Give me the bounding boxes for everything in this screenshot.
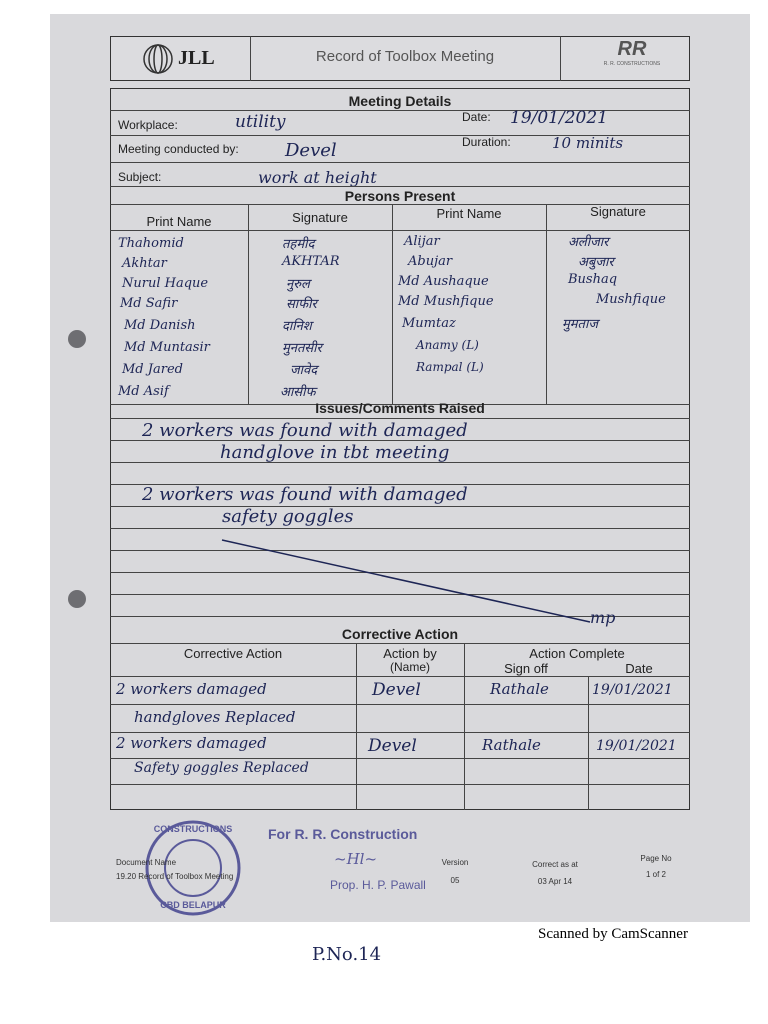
- punch-hole-bottom: [68, 590, 86, 608]
- person-name: Md Asif: [118, 384, 169, 399]
- persons-col-divider-3: [546, 204, 547, 404]
- person-name: Md Safir: [120, 296, 178, 311]
- rule: [110, 643, 690, 644]
- page-no-label: Page No: [640, 854, 672, 863]
- rule: [110, 418, 690, 419]
- person-name: Nurul Haque: [122, 276, 209, 291]
- document-name-value: 19.20 Record of Toolbox Meeting: [116, 872, 234, 881]
- conducted-by-value: Devel: [285, 140, 337, 161]
- person-signature: मुमताज: [562, 317, 598, 332]
- completion-date: 19/01/2021: [596, 738, 677, 754]
- col-signature-2: Signature: [590, 204, 646, 219]
- col-date: Date: [625, 661, 653, 676]
- col-corrective-action: Corrective Action: [183, 646, 283, 661]
- stamp-top-text: CONSTRUCTIONS: [153, 824, 233, 834]
- issues-heading: Issues/Comments Raised: [315, 400, 485, 416]
- sign-off: Rathale: [490, 680, 549, 698]
- issue-initials: mp: [590, 608, 616, 627]
- corrective-action-text: Safety goggles Replaced: [134, 760, 309, 776]
- form-title: Record of Toolbox Meeting: [315, 48, 495, 65]
- issue-line-4: safety goggles: [222, 506, 354, 527]
- rr-logo-text: RR: [617, 38, 647, 60]
- corrective-action-text: handgloves Replaced: [134, 708, 296, 726]
- document-name-label: Document Name: [116, 858, 177, 867]
- date-value: 19/01/2021: [510, 108, 608, 128]
- col-action-complete: Action Complete: [529, 646, 625, 661]
- person-name: Thahomid: [118, 236, 184, 251]
- person-signature: आसीफ: [280, 385, 316, 400]
- person-name: Anamy (L): [416, 338, 479, 352]
- persons-col-divider-1: [248, 204, 249, 404]
- jll-logo-mark-icon: [142, 44, 178, 74]
- col-action-by: Action by: [383, 646, 437, 661]
- persons-col-divider-2: [392, 204, 393, 404]
- person-name: Md Aushaque: [398, 274, 489, 289]
- page-number-note: P.No.14: [312, 944, 382, 965]
- person-signature: साफीर: [286, 297, 317, 312]
- punch-hole-top: [68, 330, 86, 348]
- issue-line-3: 2 workers was found with damaged: [142, 484, 468, 505]
- conducted-by-label: Meeting conducted by:: [118, 142, 239, 156]
- person-signature: अबुजार: [578, 255, 614, 270]
- rr-logo-sub: R. R. CONSTRUCTIONS: [603, 61, 661, 67]
- corrective-action-text: 2 workers damaged: [116, 734, 267, 752]
- corrective-heading: Corrective Action: [341, 626, 459, 642]
- col-sign-off: Sign off: [504, 661, 548, 676]
- person-name: Akhtar: [122, 256, 167, 271]
- person-signature: दानिश: [282, 319, 312, 334]
- version-label: Version: [441, 858, 469, 867]
- person-name: Abujar: [408, 254, 453, 269]
- corrective-action-text: 2 workers damaged: [116, 680, 267, 698]
- rule: [110, 528, 690, 529]
- person-signature: Mushfique: [596, 292, 666, 307]
- page-no-value: 1 of 2: [645, 870, 666, 879]
- person-name: Md Jared: [122, 362, 183, 377]
- rule: [110, 186, 690, 187]
- rule: [110, 704, 690, 705]
- col-print-name-2: Print Name: [436, 206, 502, 221]
- stamp-bottom-text: CBD BELAPUR: [160, 900, 226, 910]
- workplace-label: Workplace:: [118, 118, 178, 132]
- rule: [110, 784, 690, 785]
- action-by-name: Devel: [368, 736, 417, 756]
- sign-off: Rathale: [482, 736, 541, 754]
- jll-logo-text: JLL: [178, 47, 215, 69]
- date-label: Date:: [462, 110, 491, 124]
- issue-line-2: handglove in tbt meeting: [220, 442, 450, 463]
- col-print-name-1: Print Name: [146, 214, 212, 229]
- person-signature: जावेद: [290, 363, 318, 378]
- duration-value: 10 minits: [552, 134, 624, 152]
- company-stamp: [140, 818, 246, 918]
- person-name: Mumtaz: [402, 316, 456, 331]
- subject-value: work at height: [258, 168, 377, 187]
- col-action-by-name: (Name): [389, 660, 430, 674]
- completion-date: 19/01/2021: [592, 682, 673, 698]
- rr-logo: [592, 38, 672, 78]
- person-signature: नुरुल: [286, 277, 310, 292]
- person-name: Rampal (L): [416, 360, 484, 374]
- jll-logo: [142, 44, 237, 74]
- person-name: Md Danish: [124, 318, 196, 333]
- signatory-signature-icon: ~Hl~: [334, 850, 378, 868]
- scanner-watermark: Scanned by CamScanner: [538, 926, 688, 942]
- rule: [110, 506, 690, 507]
- action-by-name: Devel: [372, 680, 421, 700]
- person-signature: मुनतसीर: [282, 341, 322, 356]
- rule: [110, 732, 690, 733]
- duration-label: Duration:: [462, 135, 511, 149]
- rule: [110, 230, 690, 231]
- signatory-name: Prop. H. P. Pawall: [330, 878, 426, 892]
- workplace-value: utility: [235, 112, 286, 132]
- person-signature: तहमीद: [282, 237, 315, 252]
- correct-as-at-label: Correct as at: [532, 860, 578, 869]
- issue-line-1: 2 workers was found with damaged: [142, 420, 468, 441]
- person-name: Md Muntasir: [124, 340, 210, 355]
- version-value: 05: [450, 876, 460, 885]
- person-signature: AKHTAR: [282, 254, 340, 269]
- meeting-details-heading: Meeting Details: [348, 93, 452, 109]
- person-name: Alijar: [404, 234, 440, 249]
- person-signature: अलीजार: [568, 235, 609, 250]
- rule: [110, 676, 690, 677]
- person-signature: Bushaq: [568, 272, 618, 287]
- rule: [110, 162, 690, 163]
- person-name: Md Mushfique: [398, 294, 494, 309]
- subject-label: Subject:: [118, 170, 162, 184]
- correct-as-at-value: 03 Apr 14: [537, 877, 573, 886]
- strike-through-line: [220, 538, 640, 638]
- persons-present-heading: Persons Present: [344, 188, 456, 204]
- col-signature-1: Signature: [292, 210, 348, 225]
- for-company: For R. R. Construction: [268, 826, 418, 842]
- rule: [110, 758, 690, 759]
- header-divider-right: [560, 36, 561, 81]
- corrective-col-divider-3: [588, 676, 589, 810]
